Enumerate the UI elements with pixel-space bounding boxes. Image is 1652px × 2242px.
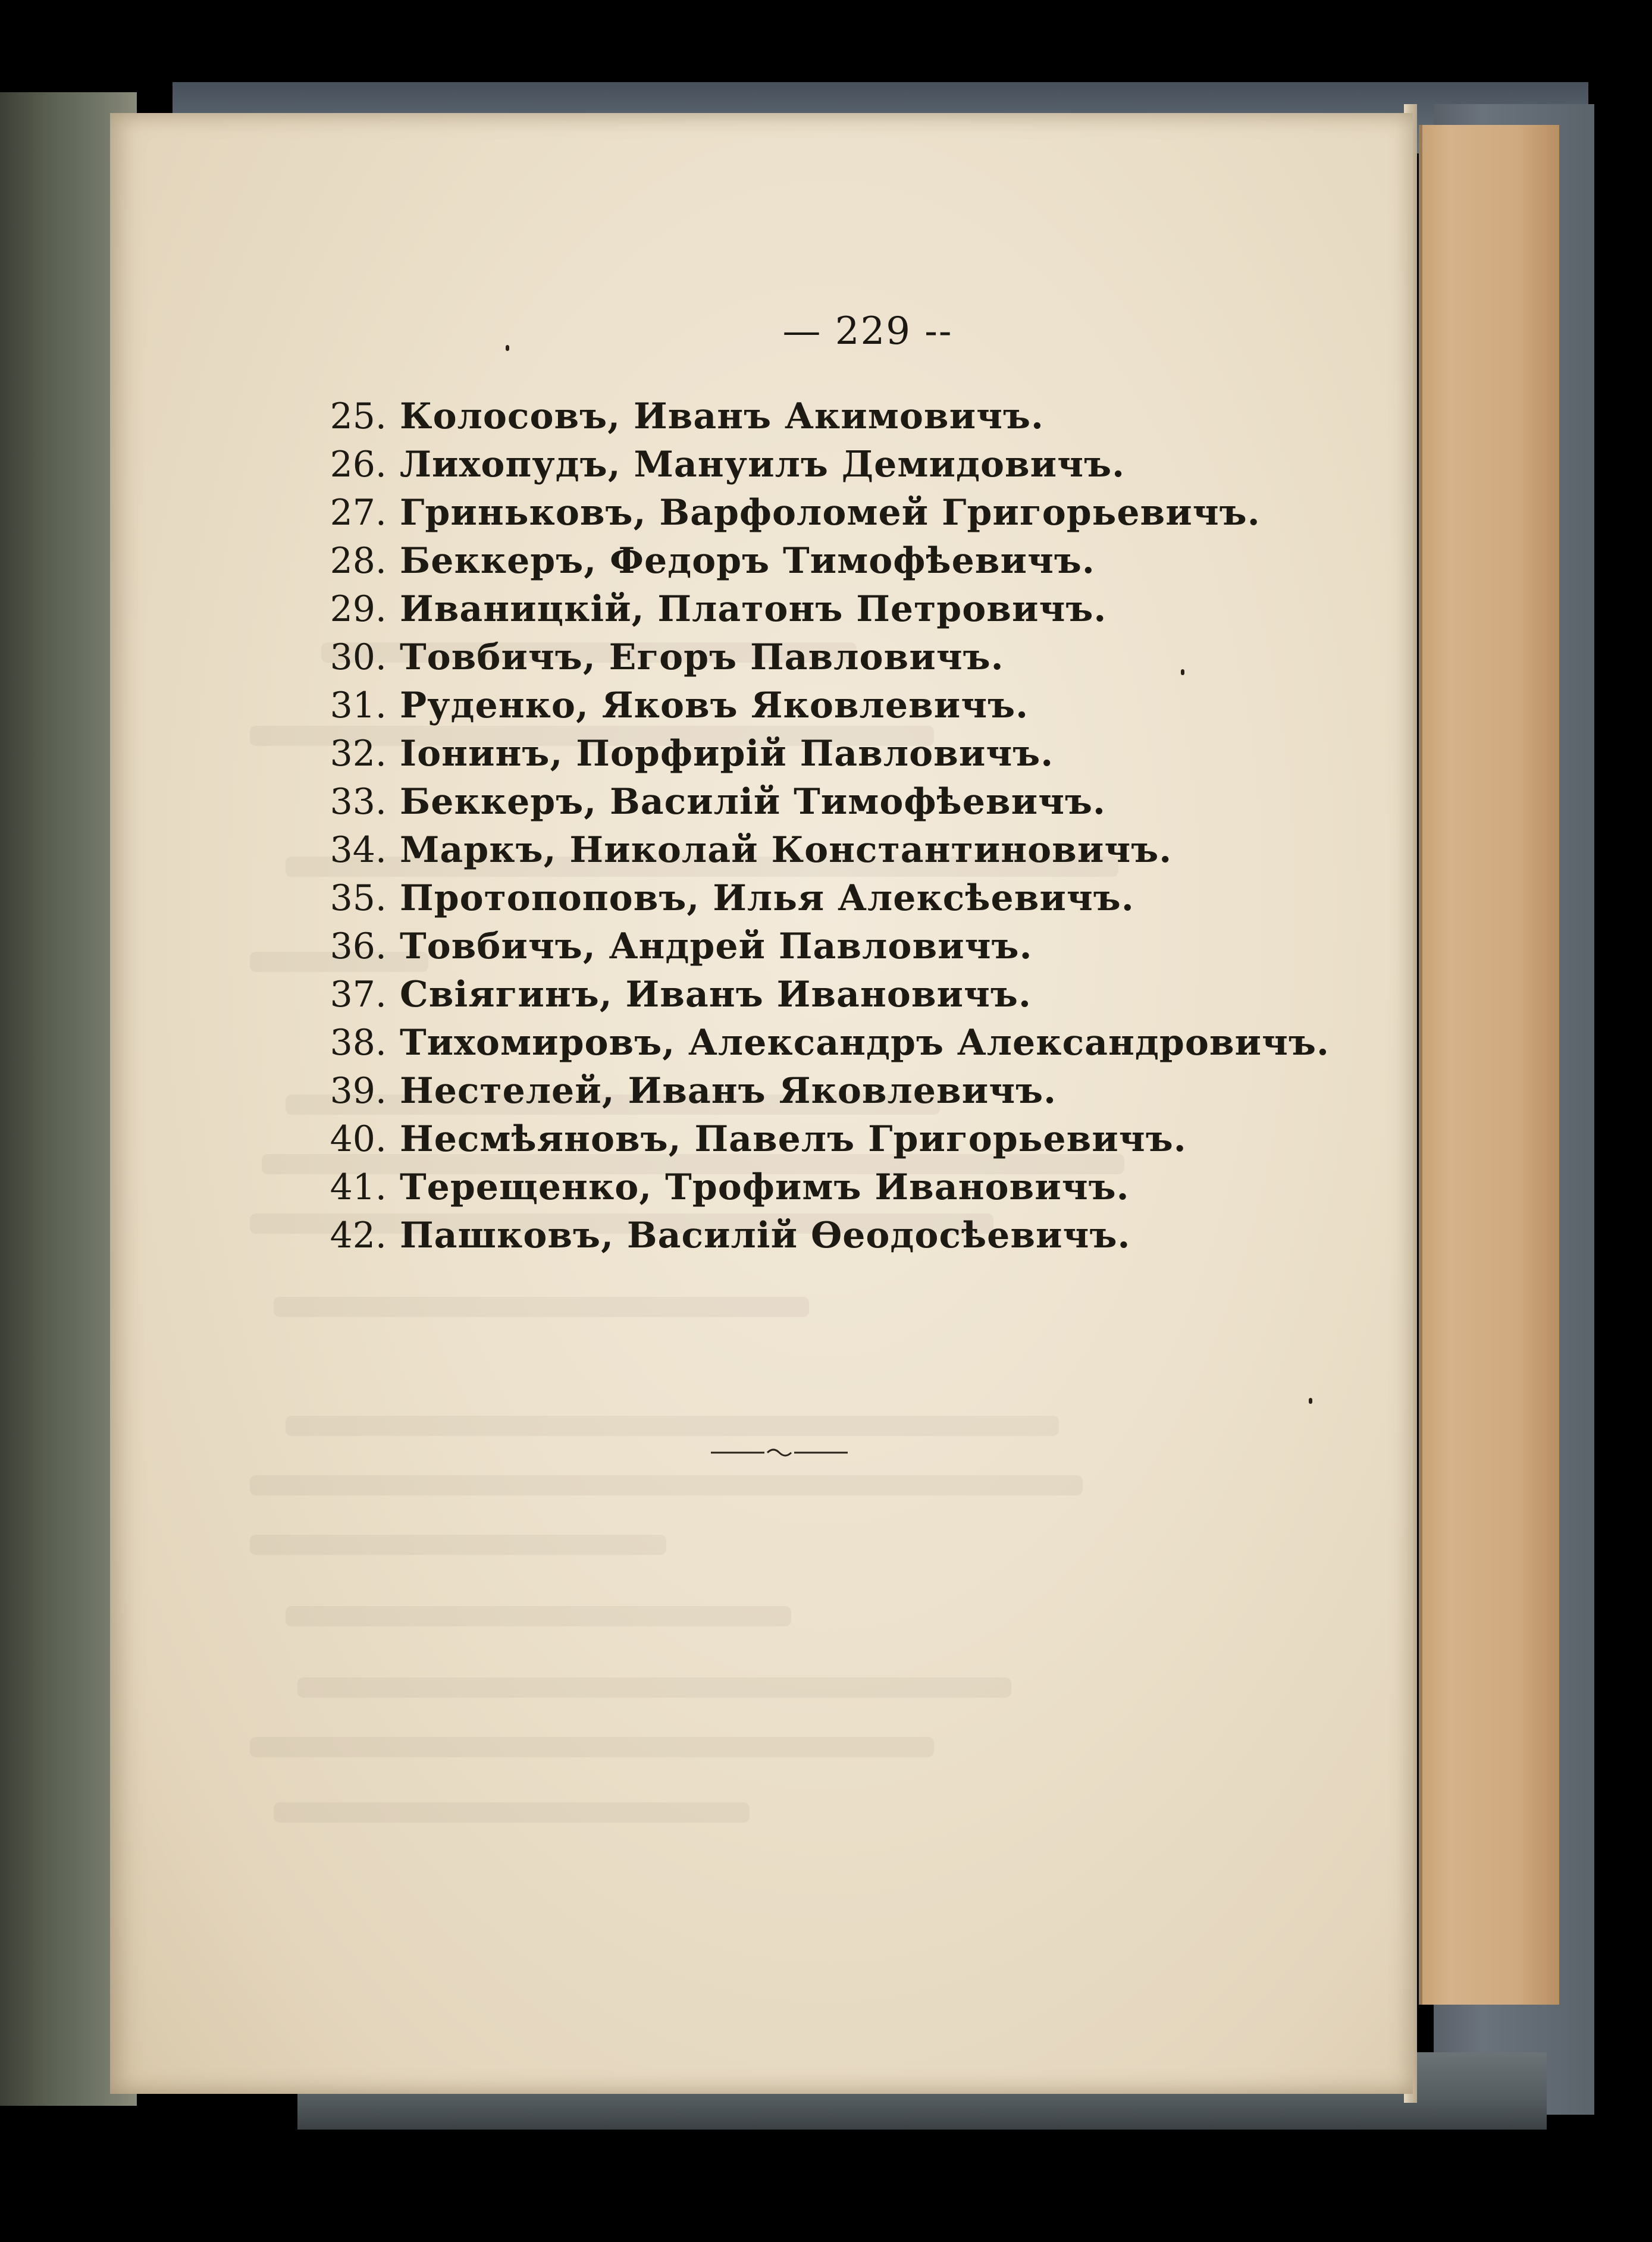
list-item bbox=[306, 636, 1330, 685]
entry-number: 40. bbox=[330, 1118, 387, 1160]
entry-number: 33. bbox=[330, 781, 387, 823]
entry-name: Колосовъ, Иванъ Акимовичъ. bbox=[400, 396, 1044, 437]
entry-number: 25. bbox=[330, 396, 387, 437]
list-item bbox=[306, 829, 1330, 877]
entry-name: Іонинъ, Порфирій Павловичъ. bbox=[400, 733, 1054, 774]
list-item bbox=[306, 444, 1330, 492]
list-item bbox=[306, 396, 1330, 444]
ink-speck bbox=[1309, 1398, 1312, 1404]
list-item bbox=[306, 1070, 1330, 1118]
entry-number: 36. bbox=[330, 926, 387, 967]
entry-number: 29. bbox=[330, 588, 387, 630]
entry-number: 32. bbox=[330, 733, 387, 774]
entry-name: Гриньковъ, Варфоломей Григорьевичъ. bbox=[400, 492, 1261, 534]
entry-number: 34. bbox=[330, 829, 387, 871]
list-item bbox=[306, 974, 1330, 1022]
entry-number: 37. bbox=[330, 974, 387, 1015]
page-number: — 229 -- bbox=[782, 309, 953, 353]
entry-number: 41. bbox=[330, 1167, 387, 1208]
entry-number: 39. bbox=[330, 1070, 387, 1112]
list-item bbox=[306, 540, 1330, 588]
entry-name: Свіягинъ, Иванъ Ивановичъ. bbox=[400, 974, 1032, 1015]
entry-name: Иваницкій, Платонъ Петровичъ. bbox=[400, 588, 1107, 630]
entry-name: Протопоповъ, Илья Алексѣевичъ. bbox=[400, 877, 1134, 919]
entry-name: Терещенко, Трофимъ Ивановичъ. bbox=[400, 1167, 1130, 1208]
entry-number: 35. bbox=[330, 877, 387, 919]
entry-number: 27. bbox=[330, 492, 387, 534]
entry-name: Товбичъ, Андрей Павловичъ. bbox=[400, 926, 1033, 967]
entry-number: 31. bbox=[330, 685, 387, 726]
ink-speck bbox=[506, 345, 509, 351]
list-item bbox=[306, 877, 1330, 926]
entry-name: Товбичъ, Егоръ Павловичъ. bbox=[400, 636, 1004, 678]
list-item bbox=[306, 781, 1330, 829]
name-list bbox=[306, 396, 1330, 1263]
list-item bbox=[306, 1215, 1330, 1263]
list-item bbox=[306, 1118, 1330, 1167]
list-item bbox=[306, 926, 1330, 974]
entry-number: 28. bbox=[330, 540, 387, 582]
entry-name: Маркъ, Николай Константиновичъ. bbox=[400, 829, 1173, 871]
list-item bbox=[306, 685, 1330, 733]
list-item bbox=[306, 733, 1330, 781]
entry-name: Руденко, Яковъ Яковлевичъ. bbox=[400, 685, 1029, 726]
entry-number: 38. bbox=[330, 1022, 387, 1064]
list-item bbox=[306, 492, 1330, 540]
entry-name: Беккеръ, Василій Тимофѣевичъ. bbox=[400, 781, 1106, 823]
entry-name: Беккеръ, Федоръ Тимофѣевичъ. bbox=[400, 540, 1095, 582]
entry-name: Нестелей, Иванъ Яковлевичъ. bbox=[400, 1070, 1057, 1112]
list-item bbox=[306, 1167, 1330, 1215]
endpaper bbox=[1419, 125, 1559, 2005]
entry-number: 30. bbox=[330, 636, 387, 678]
entry-number: 26. bbox=[330, 444, 387, 485]
entry-name: Лихопудъ, Мануилъ Демидовичъ. bbox=[400, 444, 1125, 485]
entry-name: Пашковъ, Василій Ѳеодосѣевичъ. bbox=[400, 1215, 1131, 1256]
entry-name: Тихомировъ, Александръ Александровичъ. bbox=[400, 1022, 1330, 1064]
entry-name: Несмѣяновъ, Павелъ Григорьевичъ. bbox=[400, 1118, 1187, 1160]
ink-speck bbox=[1181, 669, 1184, 675]
entry-number: 42. bbox=[330, 1215, 387, 1256]
list-item bbox=[306, 588, 1330, 636]
end-ornament bbox=[708, 1445, 851, 1460]
list-item bbox=[306, 1022, 1330, 1070]
